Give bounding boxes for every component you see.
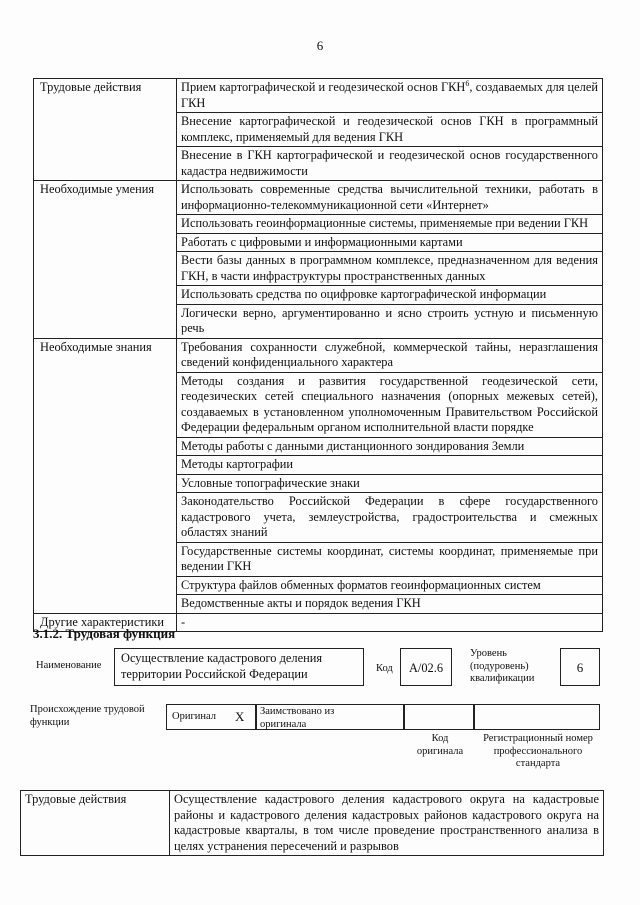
- borrowed-cell: [256, 704, 404, 730]
- function-name: Осуществление кадастрового деления территории Российской Федерации: [121, 651, 323, 681]
- labor-action-item: Внесение в ГКН картографической и геодезической основ государственного кадастра недвижимости: [177, 147, 603, 181]
- labor-actions-table: [20, 790, 604, 856]
- knowledge-item: Структура файлов обменных форматов геоинформационных систем: [177, 576, 603, 595]
- skill-item: Использовать современные средства вычислительной техники, работать в информационно-телекоммуникационной сети «Интернет»: [177, 181, 603, 215]
- function-name-box: [114, 648, 364, 686]
- table-row: [34, 338, 603, 372]
- skill-item: Логически верно, аргументированно и ясно строить устную и письменную речь: [177, 304, 603, 338]
- skill-item: Использовать средства по оцифровке картографической информации: [177, 286, 603, 305]
- skill-item: Работать с цифровыми и информационными картами: [177, 233, 603, 252]
- labor-actions-label: Трудовые действия: [34, 79, 177, 181]
- skill-item: Вести базы данных в программном комплексе, предназначенном для ведения ГКН, в части инфраструктуры пространственных данных: [177, 252, 603, 286]
- other-characteristics-label: Другие характеристики: [34, 613, 177, 632]
- original-cell: [166, 704, 256, 730]
- footnote-mark: 6: [465, 78, 470, 88]
- labor-function-table: [33, 78, 603, 632]
- level-label: Уровень (подуровень) квалификации: [470, 648, 535, 684]
- table-row: [21, 791, 604, 856]
- code-value: А/02.6: [400, 648, 452, 686]
- knowledge-item: Требования сохранности служебной, коммерческой тайны, неразглашения сведений конфиденциального характера: [177, 338, 603, 372]
- knowledge-item: Методы создания и развития государственной геодезической сети, геодезических сетей специального назначения (опорных межевых сетей), создаваемых в установленном уполномоченным Правительством Российской Федерации федеральным органом исполнительной власти порядке: [177, 372, 603, 437]
- labor-action-item: Внесение картографической и геодезической основ ГКН в программный комплекс, применяемый для ведения ГКН: [177, 113, 603, 147]
- code-label: Код: [376, 663, 393, 674]
- knowledge-label: Необходимые знания: [34, 338, 177, 613]
- labor-action-item: Прием картографической и геодезической основ ГКН$^6$, создаваемых для целей ГКН: [177, 79, 603, 113]
- original-label: Оригинал: [172, 711, 216, 722]
- skill-item: Использовать геоинформационные системы, применяемые при ведении ГКН: [177, 215, 603, 234]
- original-mark: X: [235, 709, 245, 724]
- knowledge-item: Условные топографические знаки: [177, 474, 603, 493]
- reg-number-cell: [474, 704, 600, 730]
- other-characteristics-value: -: [177, 613, 603, 632]
- knowledge-item: Методы работы с данными дистанционного зондирования Земли: [177, 437, 603, 456]
- knowledge-item: Законодательство Российской Федерации в сфере государственного кадастрового учета, землеустройства, градостроительства и смежных областях знаний: [177, 493, 603, 543]
- skills-label: Необходимые умения: [34, 181, 177, 339]
- code-original-label: Код оригинала: [416, 733, 464, 757]
- knowledge-item: Ведомственные акты и порядок ведения ГКН: [177, 595, 603, 614]
- knowledge-item: Государственные системы координат, системы координат, применяемые при ведении ГКН: [177, 542, 603, 576]
- table-row: [34, 79, 603, 113]
- reg-number-label: Регистрационный номер профессионального стандарта: [483, 733, 593, 769]
- table-row: [34, 181, 603, 215]
- page-number: 6: [316, 38, 324, 53]
- name-label: Наименование: [36, 660, 102, 671]
- origin-label: Происхождение трудовой функции: [30, 704, 145, 728]
- labor-actions-label: Трудовые действия: [21, 791, 170, 856]
- knowledge-item: Методы картографии: [177, 456, 603, 475]
- labor-action-item: Осуществление кадастрового деления кадастрового округа на кадастровые районы и кадастрового деления кадастровых районов кадастрового округа на кадастровые кварталы, в том числе проведение пространственного анализа в целях устранения пересечений и разрывов: [170, 791, 604, 856]
- level-value: 6: [560, 648, 600, 686]
- section-title: 3.1.2. Трудовая функция: [33, 626, 176, 641]
- borrowed-label: Заимствовано из оригинала: [260, 706, 335, 730]
- code-original-cell: [404, 704, 474, 730]
